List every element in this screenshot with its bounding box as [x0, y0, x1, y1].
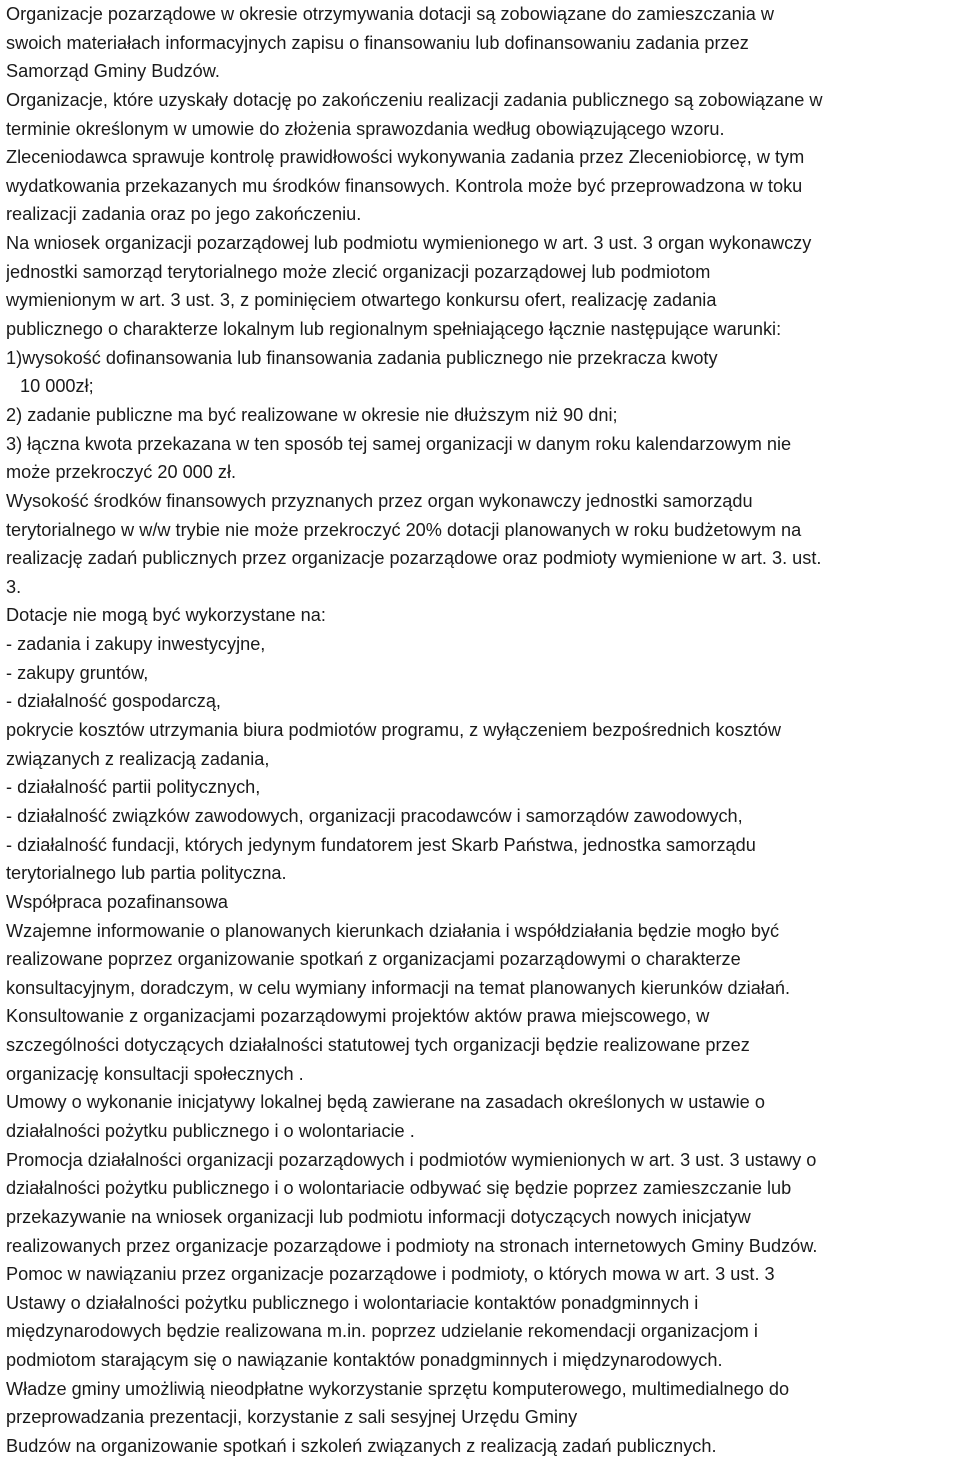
text-line: związanych z realizacją zadania, — [6, 748, 270, 769]
text-line: - działalność gospodarczą, — [6, 691, 221, 712]
text-line: Budzów na organizowanie spotkań i szkoleń związanych z realizacją zadań publicznych. — [6, 1436, 717, 1457]
text-line: Zleceniodawca sprawuje kontrolę prawidłowości wykonywania zadania przez Zleceniobiorcę, w tym — [6, 147, 805, 168]
text-line: organizację konsultacji społecznych . — [6, 1063, 304, 1084]
text-line: szczególności dotyczących działalności statutowej tych organizacji będzie realizowane przez — [6, 1035, 750, 1056]
text-line: terytorialnego lub partia polityczna. — [6, 863, 287, 884]
text-line: publicznego o charakterze lokalnym lub regionalnym spełniającego łącznie następujące warunki: — [6, 319, 782, 340]
text-line: Współpraca pozafinansowa — [6, 891, 229, 912]
text-line: przekazywanie na wniosek organizacji lub podmiotu informacji dotyczących nowych inicjatyw — [6, 1206, 751, 1227]
text-line: Ustawy o działalności pożytku publicznego i wolontariacie kontaktów ponadgminnych i — [6, 1292, 699, 1313]
text-line: 3) łączna kwota przekazana w ten sposób tej samej organizacji w danym roku kalendarzowym nie — [6, 433, 792, 454]
text-line: działalności pożytku publicznego i o wolontariacie odbywać się będzie poprzez zamieszczanie lub — [6, 1178, 792, 1199]
text-line: realizowane poprzez organizowanie spotkań z organizacjami pozarządowymi o charakterze — [6, 949, 741, 970]
text-line: - działalność związków zawodowych, organizacji pracodawców i samorządów zawodowych, — [6, 805, 743, 826]
text-line: terminie określonym w umowie do złożenia sprawozdania według obowiązującego wzoru. — [6, 118, 725, 139]
text-line: realizację zadań publicznych przez organizacje pozarządowe oraz podmioty wymienione w art. 3. ust. — [6, 548, 822, 569]
text-line: Na wniosek organizacji pozarządowej lub podmiotu wymienionego w art. 3 ust. 3 organ wykonawczy — [6, 233, 812, 254]
text-line: Organizacje, które uzyskały dotację po zakończeniu realizacji zadania publicznego są zobowiązane w — [6, 89, 823, 110]
text-line: swoich materiałach informacyjnych zapisu o finansowaniu lub dofinansowaniu zadania przez — [6, 32, 749, 53]
text-line: realizowanych przez organizacje pozarządowe i podmioty na stronach internetowych Gminy Budzów. — [6, 1235, 818, 1256]
text-line: Organizacje pozarządowe w okresie otrzymywania dotacji są zobowiązane do zamieszczania w — [6, 4, 774, 24]
text-line: Wysokość środków finansowych przyznanych przez organ wykonawczy jednostki samorządu — [6, 490, 753, 511]
text-line: - zadania i zakupy inwestycyjne, — [6, 634, 266, 655]
text-line: Umowy o wykonanie inicjatywy lokalnej będą zawierane na zasadach określonych w ustawie o — [6, 1092, 765, 1113]
text-line: Konsultowanie z organizacjami pozarządowymi projektów aktów prawa miejscowego, w — [6, 1006, 710, 1027]
text-line: 10 000zł; — [20, 376, 94, 397]
text-line: wymienionym w art. 3 ust. 3, z pominięciem otwartego konkursu ofert, realizację zadania — [6, 290, 717, 311]
text-line: Dotacje nie mogą być wykorzystane na: — [6, 605, 326, 626]
document-body — [6, 0, 958, 1461]
text-line: 3. — [6, 576, 22, 597]
text-line: Samorząd Gminy Budzów. — [6, 61, 220, 82]
text-line: wydatkowania przekazanych mu środków finansowych. Kontrola może być przeprowadzona w toku — [6, 175, 803, 196]
text-line: Wzajemne informowanie o planowanych kierunkach działania i współdziałania będzie mogło być — [6, 920, 780, 941]
text-line: Pomoc w nawiązaniu przez organizacje pozarządowe i podmioty, o których mowa w art. 3 ust. 3 — [6, 1264, 775, 1285]
text-line: - działalność fundacji, których jedynym fundatorem jest Skarb Państwa, jednostka samorządu — [6, 834, 756, 855]
text-line: - działalność partii politycznych, — [6, 777, 261, 798]
text-line: podmiotom starającym się o nawiązanie kontaktów ponadgminnych i międzynarodowych. — [6, 1350, 723, 1371]
text-line: Władze gminy umożliwią nieodpłatne wykorzystanie sprzętu komputerowego, multimedialnego do — [6, 1378, 790, 1399]
text-line: Promocja działalności organizacji pozarządowych i podmiotów wymienionych w art. 3 ust. 3 ustawy o — [6, 1149, 817, 1170]
text-line: pokrycie kosztów utrzymania biura podmiotów programu, z wyłączeniem bezpośrednich kosztów — [6, 720, 782, 741]
text-line: - zakupy gruntów, — [6, 662, 149, 683]
text-line: realizacji zadania oraz po jego zakończeniu. — [6, 204, 362, 225]
text-line: działalności pożytku publicznego i o wolontariacie . — [6, 1120, 415, 1141]
text-line: jednostki samorząd terytorialnego może zlecić organizacji pozarządowej lub podmiotom — [6, 261, 711, 282]
text-line: przeprowadzania prezentacji, korzystanie z sali sesyjnej Urzędu Gminy — [6, 1407, 578, 1428]
text-line: może przekroczyć 20 000 zł. — [6, 462, 237, 483]
text-line: terytorialnego w w/w trybie nie może przekroczyć 20% dotacji planowanych w roku budżetowym na — [6, 519, 802, 540]
text-line: 2) zadanie publiczne ma być realizowane w okresie nie dłuższym niż 90 dni; — [6, 404, 618, 425]
text-line: międzynarodowych będzie realizowana m.in. poprzez udzielanie rekomendacji organizacjom i — [6, 1321, 758, 1342]
text-line: konsultacyjnym, doradczym, w celu wymiany informacji na temat planowanych kierunków działań. — [6, 977, 791, 998]
text-line: 1)wysokość dofinansowania lub finansowania zadania publicznego nie przekracza kwoty — [6, 347, 718, 368]
